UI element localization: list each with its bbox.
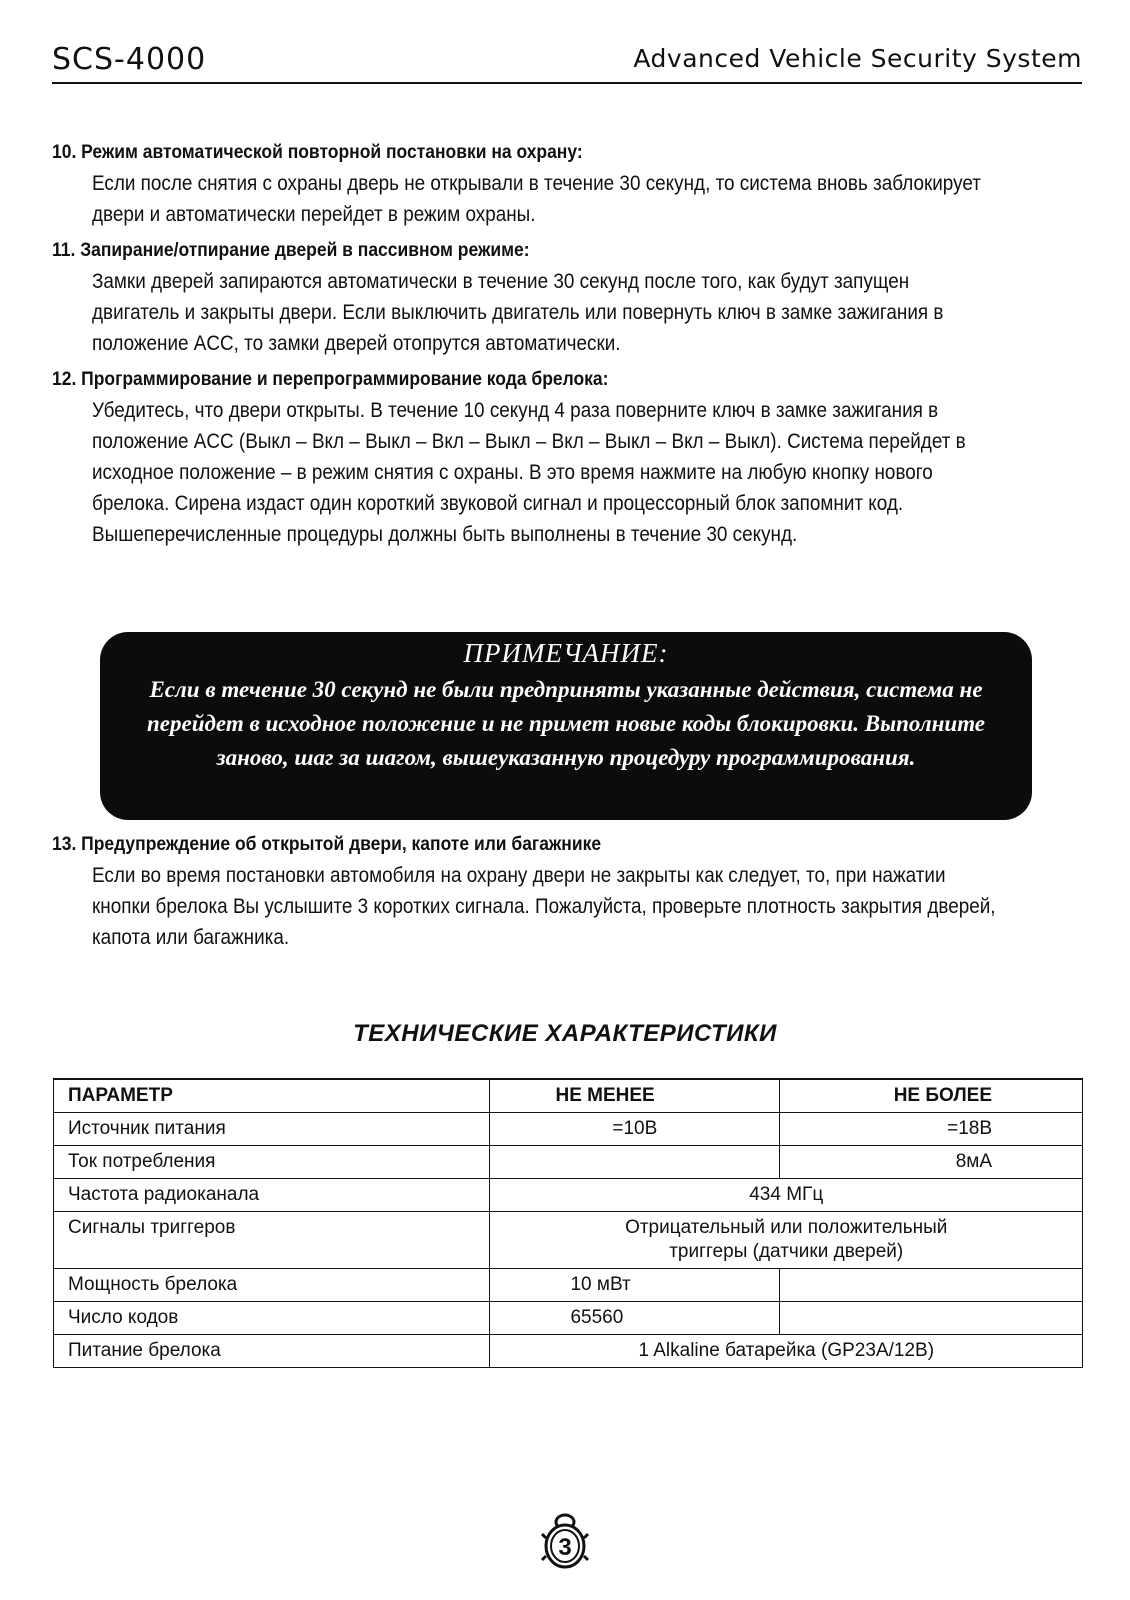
- model-name: SCS-4000: [52, 42, 207, 77]
- max-cell: =18В: [780, 1113, 1083, 1146]
- min-cell: [490, 1146, 780, 1179]
- param-cell: Частота радиоканала: [54, 1179, 490, 1212]
- table-row: [54, 1179, 1083, 1212]
- header-param: ПАРАМЕТР: [54, 1079, 490, 1113]
- table-header-row: [54, 1079, 1083, 1113]
- table-row: [54, 1212, 1083, 1269]
- specs-table: [53, 1078, 1083, 1368]
- min-cell: 65560: [490, 1302, 780, 1335]
- page-header: [52, 40, 1082, 84]
- min-cell: =10В: [490, 1113, 780, 1146]
- item-11: [52, 238, 1092, 359]
- page-number-badge: [541, 1512, 589, 1570]
- table-row: [54, 1302, 1083, 1335]
- param-cell: Питание брелока: [54, 1335, 490, 1368]
- item-13: [52, 832, 1092, 953]
- param-cell: Число кодов: [54, 1302, 490, 1335]
- item-title: 13. Предупреждение об открытой двери, капоте или багажнике: [52, 834, 602, 855]
- param-cell: Источник питания: [54, 1113, 490, 1146]
- header-max: НЕ БОЛЕЕ: [780, 1079, 1083, 1113]
- item-title: 10. Режим автоматической повторной постановки на охрану:: [52, 142, 583, 163]
- table-row: [54, 1146, 1083, 1179]
- header-min: НЕ МЕНЕЕ: [490, 1079, 780, 1113]
- span-cell: 434 МГц: [490, 1179, 1083, 1212]
- specs-title: ТЕХНИЧЕСКИЕ ХАРАКТЕРИСТИКИ: [353, 1020, 777, 1047]
- table-row: [54, 1335, 1083, 1368]
- item-body: Если во время постановки автомобиля на охрану двери не закрыты как следует, то, при нажатии кнопки брелока Вы услышите 3 коротких сигнала. Пожалуйста, проверьте плотность закрытия дверей, капота или багажника.: [92, 864, 996, 949]
- note-box: [100, 632, 1032, 820]
- max-cell: [780, 1269, 1083, 1302]
- page-number: 3: [558, 1534, 572, 1561]
- table-row: [54, 1269, 1083, 1302]
- note-title: ПРИМЕЧАНИЕ:: [463, 638, 669, 668]
- beetle-icon: [541, 1512, 589, 1570]
- param-cell: Сигналы триггеров: [54, 1212, 490, 1269]
- system-name: Advanced Vehicle Security System: [633, 44, 1082, 73]
- item-title: 12. Программирование и перепрограммирование кода брелока:: [52, 369, 609, 390]
- min-cell: 10 мВт: [490, 1269, 780, 1302]
- span-cell: 1 Alkaline батарейка (GP23A/12В): [490, 1335, 1083, 1368]
- max-cell: 8мА: [780, 1146, 1083, 1179]
- item-12: [52, 367, 1092, 550]
- max-cell: [780, 1302, 1083, 1335]
- instructions: [52, 140, 1092, 558]
- note-body: Если в течение 30 секунд не были предприняты указанные действия, система не перейдет в исходное положение и не примет новые коды блокировки. Выполните заново, шаг за шагом, вышеуказанную процедуру программирования.: [147, 677, 985, 770]
- table-row: [54, 1113, 1083, 1146]
- item-10: [52, 140, 1092, 230]
- item-body: Замки дверей запираются автоматически в течение 30 секунд после того, как будут запущен двигатель и закрыты двери. Если выключить двигатель или повернуть ключ в замке зажигания в положение ACC, то замки дверей отопрутся автоматически.: [92, 270, 944, 355]
- item-title: 11. Запирание/отпирание дверей в пассивном режиме:: [52, 240, 530, 261]
- param-cell: Мощность брелока: [54, 1269, 490, 1302]
- item-body: Убедитесь, что двери открыты. В течение 10 секунд 4 раза поверните ключ в замке зажигания в положение ACC (Выкл – Вкл – Выкл – Вкл – Выкл – Вкл – Выкл – Вкл – Выкл). Система перейдет в исходное положение – в режим снятия с охраны. В это время нажмите на любую кнопку нового брелока. Сирена издаст один короткий звуковой сигнал и процессорный блок запомнит код. Вышеперечисленные процедуры должны быть выполнены в течение 30 секунд.: [92, 399, 966, 546]
- param-cell: Ток потребления: [54, 1146, 490, 1179]
- span-line-1: Отрицательный или положительный: [625, 1217, 948, 1238]
- span-line-2: триггеры (датчики дверей): [669, 1241, 904, 1262]
- item-body: Если после снятия с охраны дверь не открывали в течение 30 секунд, то система вновь заблокирует двери и автоматически перейдет в режим охраны.: [92, 172, 981, 226]
- span-cell: [490, 1212, 1083, 1269]
